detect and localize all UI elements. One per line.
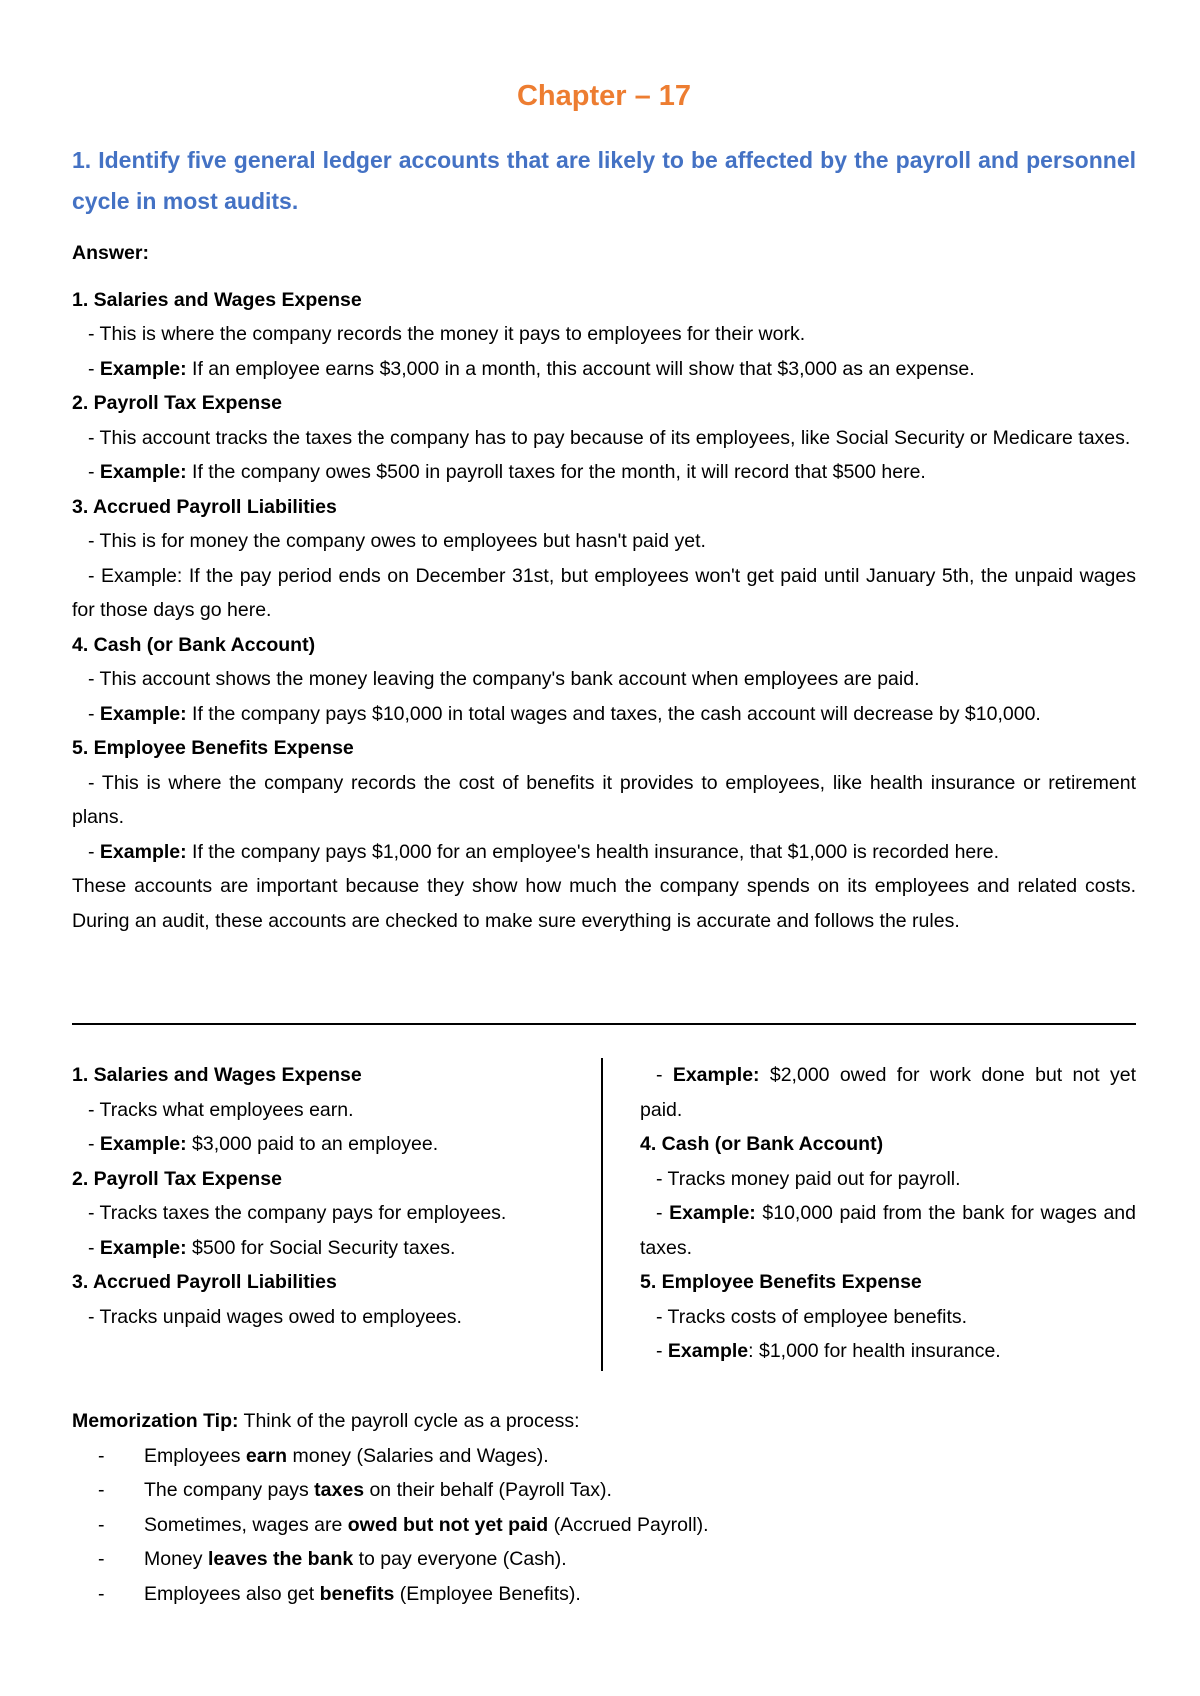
- bullet-text: (Employee Benefits).: [394, 1582, 581, 1605]
- bullet-text: The company pays: [144, 1479, 315, 1501]
- summary-right-column: [640, 1058, 1136, 1369]
- bullet-bold: owed but not yet paid: [347, 1513, 549, 1536]
- account-title: 4. Cash (or Bank Account): [72, 633, 316, 656]
- example-text: If an employee earns $3,000 in a month, this account will show that $3,000 as an expense.: [186, 357, 975, 380]
- tip-bullet: [72, 1542, 1136, 1577]
- example-label: Example:: [99, 840, 187, 863]
- tip-bullet: [72, 1577, 1136, 1612]
- summary-title: 2. Payroll Tax Expense: [72, 1167, 282, 1190]
- example-label: Example:: [99, 702, 187, 725]
- example-text: $2,000 owed for work done but not yet paid.: [640, 1064, 1136, 1121]
- example-text: - Example: If the pay period ends on December 31st, but employees won't get paid until January 5th, the unpaid wages for those days go here.: [72, 564, 1136, 621]
- bullet-text: Money: [144, 1548, 208, 1570]
- account-item: [72, 628, 1136, 732]
- account-item: [72, 283, 1136, 387]
- summary-desc: - Tracks what employees earn.: [88, 1098, 354, 1121]
- account-desc: [72, 766, 1136, 835]
- example-text: If the company pays $1,000 for an employee's health insurance, that $1,000 is recorded here.: [186, 840, 1000, 863]
- example-label: Example:: [99, 461, 187, 483]
- example-text: $10,000 paid from the bank for wages and taxes.: [640, 1202, 1136, 1259]
- example-label: Example:: [672, 1064, 760, 1086]
- example-label: Example:: [99, 357, 187, 380]
- account-desc: - This is for money the company owes to employees but hasn't paid yet.: [88, 530, 706, 552]
- example-text: : $1,000 for health insurance.: [748, 1340, 1001, 1362]
- dash-bullet-icon: -: [98, 1513, 105, 1536]
- account-title: 1. Salaries and Wages Expense: [72, 288, 362, 311]
- example-label: Example:: [99, 1133, 187, 1155]
- account-desc: - This is where the company records the money it pays to employees for their work.: [88, 323, 806, 345]
- summary-title: 5. Employee Benefits Expense: [640, 1271, 922, 1293]
- bullet-text: on their behalf (Payroll Tax).: [364, 1479, 612, 1501]
- account-example: - Example: If the company pays $1,000 for an employee's health insurance, that $1,000 is recorded here.: [88, 840, 1000, 863]
- dash-bullet-icon: -: [98, 1548, 105, 1570]
- summary-desc: - Tracks money paid out for payroll.: [656, 1167, 961, 1190]
- bullet-text: Employees: [144, 1444, 246, 1467]
- dash-bullet-icon: -: [98, 1582, 105, 1605]
- summary-example: - Example: $1,000 for health insurance.: [656, 1340, 1001, 1362]
- tip-bullet: [72, 1508, 1136, 1543]
- summary-example: - Example: $3,000 paid to an employee.: [88, 1133, 439, 1155]
- horizontal-divider: [72, 1023, 1136, 1025]
- tip-text: Think of the payroll cycle as a process:: [238, 1410, 580, 1432]
- account-example: - Example: If the company owes $500 in payroll taxes for the month, it will record that $500 here.: [88, 461, 926, 483]
- summary-left-column: [72, 1058, 572, 1334]
- dash-bullet-icon: -: [98, 1444, 105, 1467]
- vertical-divider: [601, 1058, 603, 1371]
- summary-desc: - Tracks unpaid wages owed to employees.: [88, 1305, 462, 1328]
- example-text: $500 for Social Security taxes.: [186, 1236, 456, 1259]
- summary-title: 3. Accrued Payroll Liabilities: [72, 1271, 337, 1293]
- answer-section: [72, 236, 1136, 938]
- example-label: Example:: [99, 1236, 187, 1259]
- account-item: [72, 731, 1136, 869]
- account-item: [72, 490, 1136, 628]
- account-desc: - This account shows the money leaving the company's bank account when employees are paid.: [88, 668, 920, 690]
- tip-label: Memorization Tip:: [72, 1410, 239, 1432]
- bullet-bold: benefits: [319, 1582, 395, 1605]
- conclusion-paragraph: These accounts are important because they show how much the company spends on its employees and related costs. During an audit, these accounts are checked to make sure everything is accurate and follows the rules.: [72, 875, 1136, 932]
- memorization-tip: [72, 1404, 1136, 1611]
- account-example: [72, 559, 1136, 628]
- account-example: - Example: If the company pays $10,000 in total wages and taxes, the cash account will decrease by $10,000.: [88, 702, 1041, 725]
- bullet-bold: leaves the bank: [207, 1548, 354, 1570]
- summary-desc: - Tracks costs of employee benefits.: [656, 1305, 968, 1328]
- bullet-bold: taxes: [314, 1479, 365, 1501]
- summary-title: 1. Salaries and Wages Expense: [72, 1064, 362, 1086]
- chapter-title: Chapter – 17: [516, 80, 692, 112]
- bullet-text: (Accrued Payroll).: [548, 1513, 709, 1536]
- tip-bullet: [72, 1439, 1136, 1474]
- account-example: - Example: If an employee earns $3,000 in a month, this account will show that $3,000 as an expense.: [88, 357, 975, 380]
- bullet-text: Employees also get: [144, 1582, 320, 1605]
- account-title: 3. Accrued Payroll Liabilities: [72, 495, 337, 518]
- example-label: Example:: [669, 1202, 756, 1224]
- summary-example: - Example: $500 for Social Security taxes.: [88, 1236, 456, 1259]
- example-text: $3,000 paid to an employee.: [186, 1133, 439, 1155]
- bullet-text: Sometimes, wages are: [144, 1513, 348, 1536]
- example-label: Example: [667, 1340, 749, 1362]
- account-desc: [72, 421, 1136, 456]
- example-text: If the company pays $10,000 in total wages and taxes, the cash account will decrease by $10,000.: [186, 702, 1041, 725]
- bullet-bold: earn: [245, 1444, 288, 1467]
- tip-intro: [72, 1404, 1136, 1439]
- question-heading: 1. Identify five general ledger accounts that are likely to be affected by the payroll and personnel cycle in most audits.: [72, 147, 1136, 214]
- account-title: 5. Employee Benefits Expense: [72, 737, 354, 759]
- tip-bullet: [72, 1473, 1136, 1508]
- answer-label: Answer:: [72, 242, 149, 264]
- bullet-text: to pay everyone (Cash).: [353, 1548, 567, 1570]
- account-item: [72, 386, 1136, 490]
- account-desc-text: - This is where the company records the cost of benefits it provides to employees, like health insurance or retirement plans.: [72, 771, 1136, 828]
- summary-example: - Example: $10,000 paid from the bank for wages and taxes.: [640, 1202, 1136, 1259]
- example-text: If the company owes $500 in payroll taxes for the month, it will record that $500 here.: [186, 461, 926, 483]
- dash-bullet-icon: -: [98, 1479, 105, 1501]
- summary-title: 4. Cash (or Bank Account): [640, 1133, 884, 1155]
- account-title: 2. Payroll Tax Expense: [72, 392, 282, 414]
- bullet-text: money (Salaries and Wages).: [287, 1444, 549, 1467]
- summary-desc: - Tracks taxes the company pays for employees.: [88, 1202, 507, 1224]
- account-desc-text: - This account tracks the taxes the company has to pay because of its employees, like Social Security or Medicare taxes.: [88, 426, 1131, 449]
- summary-example: - Example: $2,000 owed for work done but not yet paid.: [640, 1064, 1136, 1121]
